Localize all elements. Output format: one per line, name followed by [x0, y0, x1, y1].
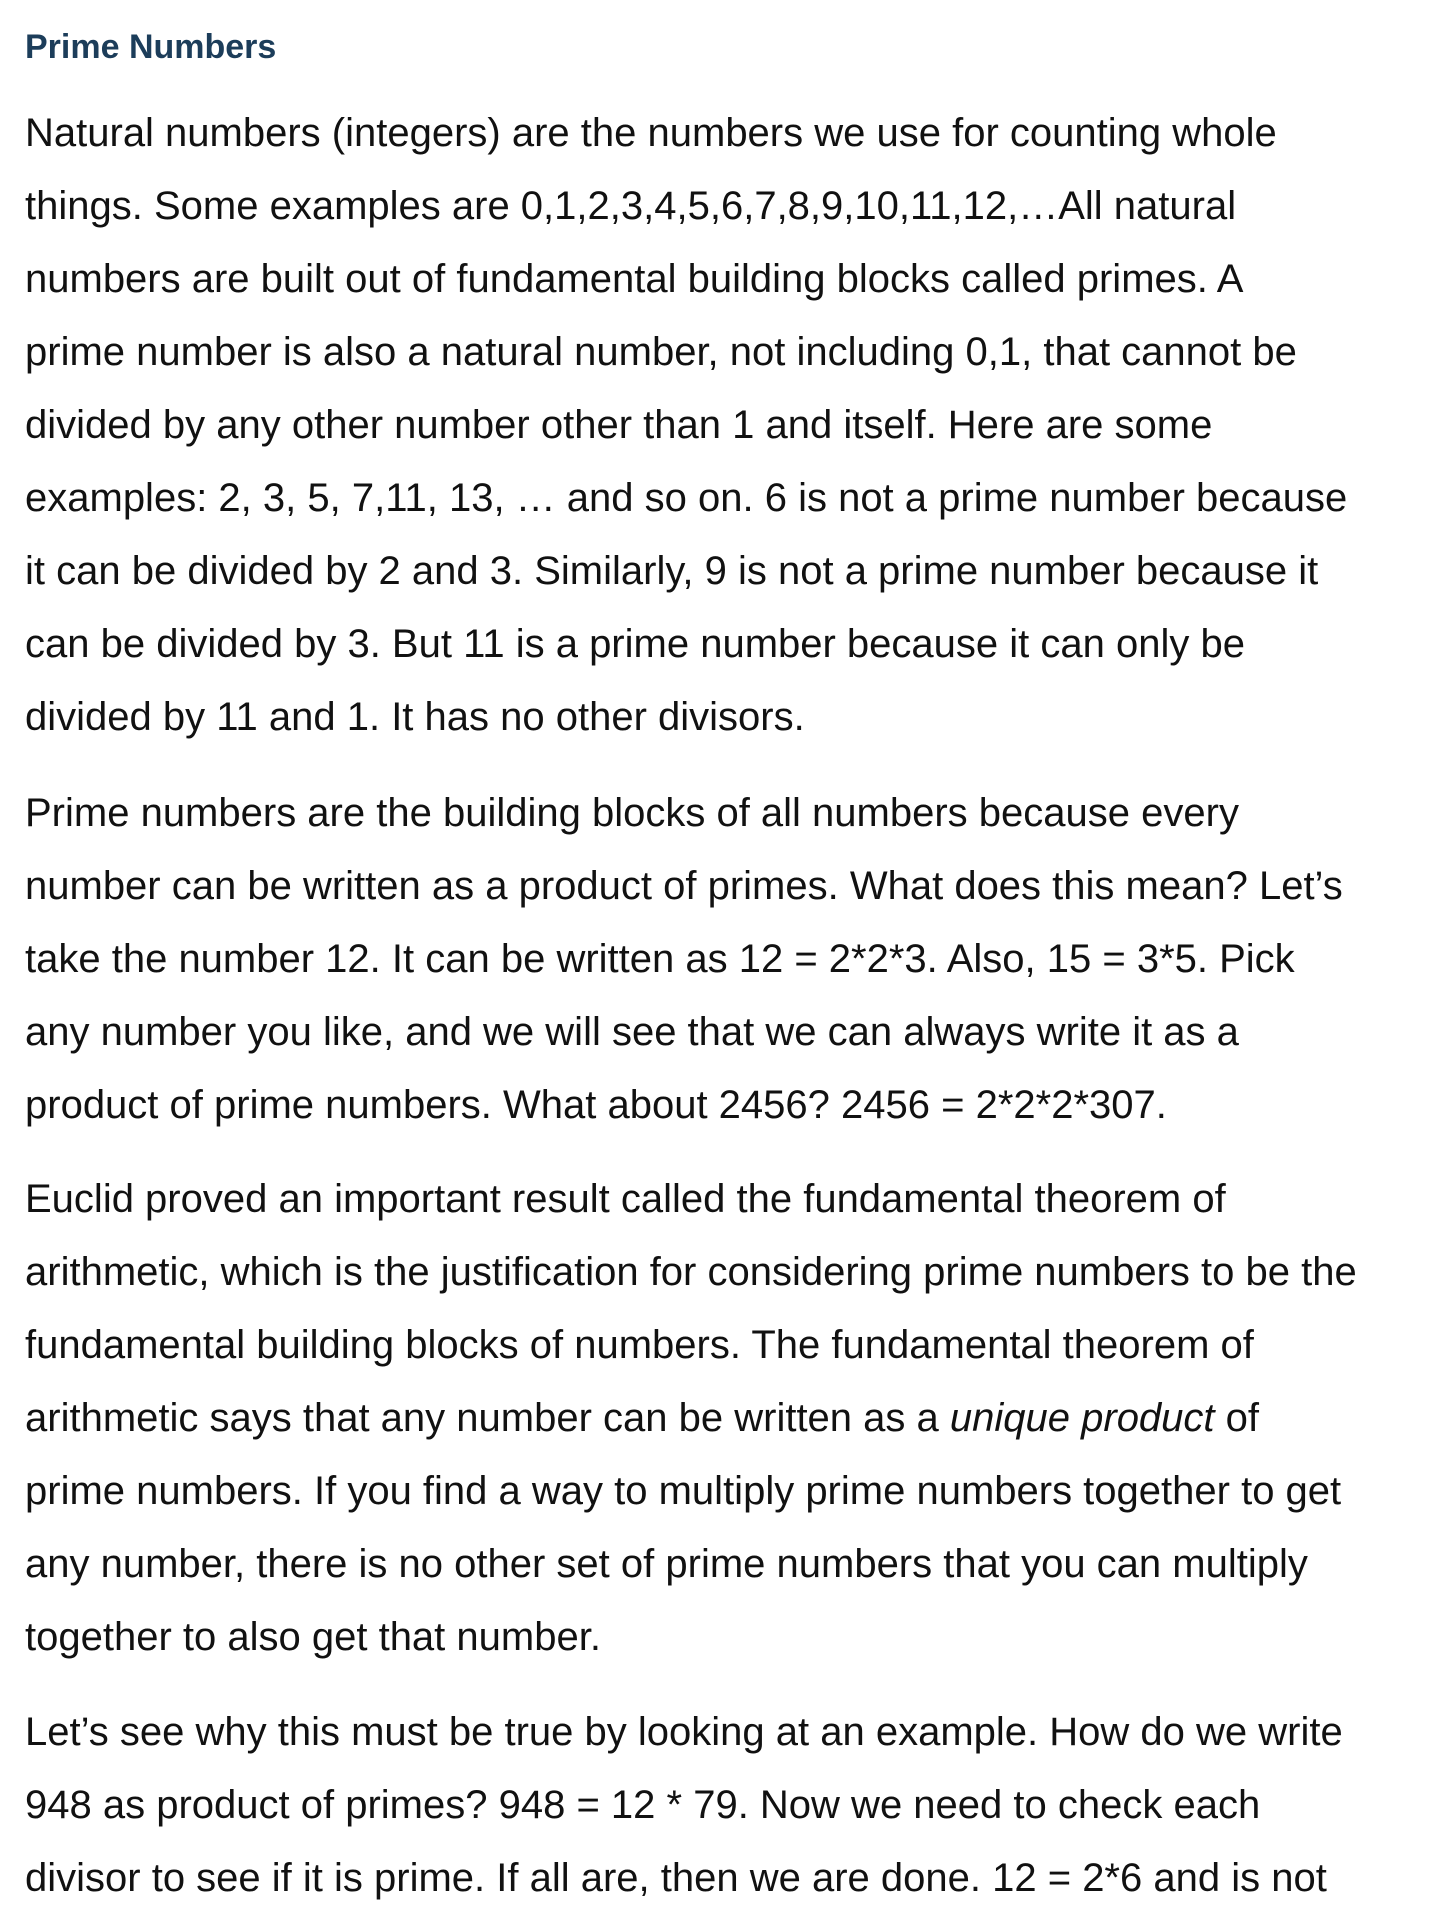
text-line: product of prime numbers. What about 2456? 2456 = 2*2*2*307.: [25, 1083, 1167, 1127]
text-line: any number, there is no other set of prime numbers that you can multiply: [25, 1542, 1308, 1586]
text-line: can be divided by 3. But 11 is a prime number because it can only be: [25, 622, 1245, 666]
text-line: divisor to see if it is prime. If all are, then we are done. 12 = 2*6 and is not: [25, 1856, 1327, 1900]
text-line: divided by 11 and 1. It has no other divisors.: [25, 695, 805, 739]
text-line: Let’s see why this must be true by looking at an example. How do we write: [25, 1710, 1343, 1754]
text-line: Prime numbers are the building blocks of all numbers because every: [25, 791, 1239, 835]
text-line: things. Some examples are 0,1,2,3,4,5,6,7,8,9,10,11,12,…All natural: [25, 184, 1237, 228]
text-line: any number you like, and we will see that we can always write it as a: [25, 1010, 1239, 1054]
text-line: examples: 2, 3, 5, 7,11, 13, … and so on. 6 is not a prime number because: [25, 476, 1348, 520]
paragraph-example-948: [25, 1696, 1343, 1915]
text-line: Natural numbers (integers) are the numbers we use for counting whole: [25, 111, 1277, 155]
text-line: numbers are built out of fundamental building blocks called primes. A: [25, 257, 1244, 301]
paragraph-natural-numbers: [25, 97, 1347, 754]
page-title: Prime Numbers: [25, 28, 277, 66]
line-text-before: arithmetic says that any number can be written as a: [25, 1396, 950, 1440]
line-text-after: of: [1214, 1396, 1260, 1440]
text-line: 948 as product of primes? 948 = 12 * 79. Now we need to check each: [25, 1783, 1261, 1827]
emphasis-unique-product: unique product: [949, 1396, 1215, 1440]
text-line: divided by any other number other than 1 and itself. Here are some: [25, 403, 1213, 447]
paragraph-fundamental-theorem: [25, 1163, 1357, 1674]
text-line: together to also get that number.: [25, 1615, 601, 1659]
paragraph-building-blocks: [25, 777, 1343, 1142]
text-line: arithmetic, which is the justification for considering prime numbers to be the: [25, 1250, 1357, 1294]
text-line: number can be written as a product of primes. What does this mean? Let’s: [25, 864, 1343, 908]
text-line: prime numbers. If you find a way to multiply prime numbers together to get: [25, 1469, 1342, 1513]
text-line: prime number is also a natural number, not including 0,1, that cannot be: [25, 330, 1297, 374]
text-line: take the number 12. It can be written as 12 = 2*2*3. Also, 15 = 3*5. Pick: [25, 937, 1295, 981]
text-line-with-emphasis: [25, 1382, 1357, 1455]
text-line: fundamental building blocks of numbers. The fundamental theorem of: [25, 1323, 1254, 1367]
text-line: it can be divided by 2 and 3. Similarly, 9 is not a prime number because it: [25, 549, 1319, 593]
text-line: Euclid proved an important result called the fundamental theorem of: [25, 1177, 1226, 1221]
